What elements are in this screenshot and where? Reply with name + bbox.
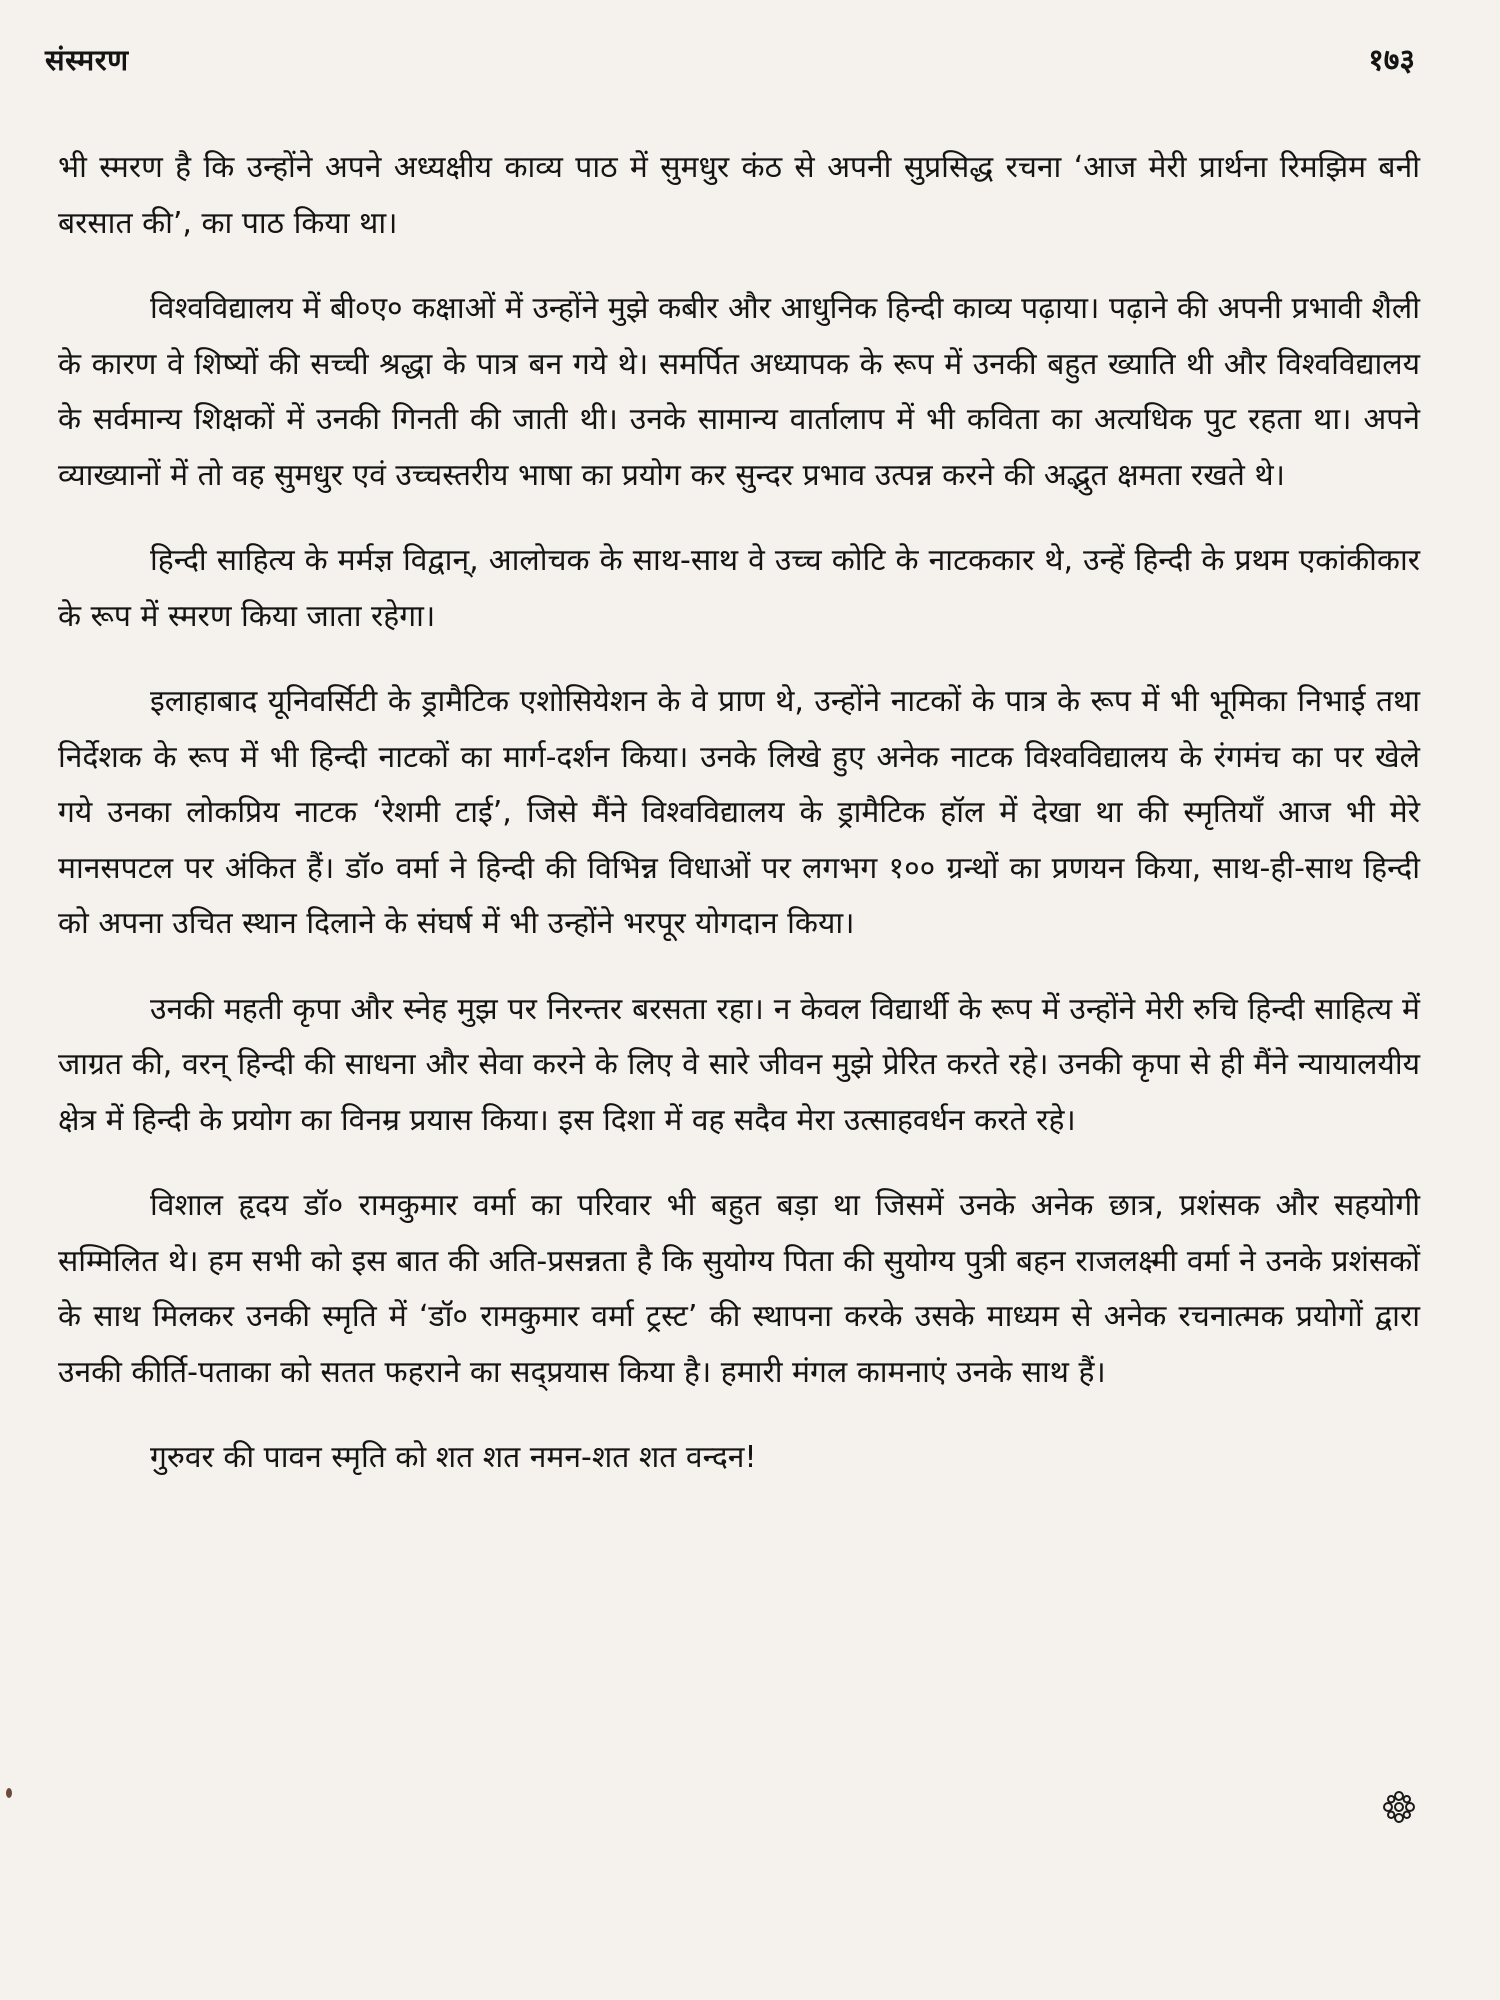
page-number: १७३: [1368, 43, 1415, 78]
paragraph-5: उनकी महती कृपा और स्नेह मुझ पर निरन्तर बरसता रहा। न केवल विद्यार्थी के रूप में उन्होंने मेरी रुचि हिन्दी साहित्य में जाग्रत की, वरन् हिन्दी की साधना और सेवा करने के लिए वे सारे जीवन मुझे प्रेरित करते रहे। उनकी कृपा से ही मैंने न्यायालयीय क्षेत्र में हिन्दी के प्रयोग का विनम्र प्रयास किया। इस दिशा में वह सदैव मेरा उत्साहवर्धन करते रहे।: [58, 991, 1420, 1138]
paragraph-1: भी स्मरण है कि उन्होंने अपने अध्यक्षीय काव्य पाठ में सुमधुर कंठ से अपनी सुप्रसिद्ध रचना ‘आज मेरी प्रार्थना रिमझिम बनी बरसात की’, का पाठ किया था।: [58, 150, 1420, 241]
paragraph-4: इलाहाबाद यूनिवर्सिटी के ड्रामैटिक एशोसियेशन के वे प्राण थे, उन्होंने नाटकों के पात्र के रूप में भी भूमिका निभाई तथा निर्देशक के रूप में भी हिन्दी नाटकों का मार्ग-दर्शन किया। उनके लिखे हुए अनेक नाटक विश्वविद्यालय के रंगमंच का पर खेले गये उनका लोकप्रिय नाटक ‘रेशमी टाई’, जिसे मैंने विश्वविद्यालय के ड्रामैटिक हॉल में देखा था की स्मृतियाँ आज भी मेरे मानसपटल पर अंकित हैं। डॉ० वर्मा ने हिन्दी की विभिन्न विधाओं पर लगभग १०० ग्रन्थों का प्रणयन किया, साथ-ही-साथ हिन्दी को अपना उचित स्थान दिलाने के संघर्ष में भी उन्होंने भरपूर योगदान किया।: [58, 684, 1420, 941]
running-title: संस्मरण: [45, 43, 129, 77]
paragraph-2: विश्वविद्यालय में बी०ए० कक्षाओं में उन्होंने मुझे कबीर और आधुनिक हिन्दी काव्य पढ़ाया। पढ़ाने की अपनी प्रभावी शैली के कारण वे शिष्यों की सच्ची श्रद्धा के पात्र बन गये थे। समर्पित अध्यापक के रूप में उनकी बहुत ख्याति थी और विश्वविद्यालय के सर्वमान्य शिक्षकों में उनकी गिनती की जाती थी। उनके सामान्य वार्तालाप में भी कविता का अत्यधिक पुट रहता था। अपने व्याख्यानों में तो वह सुमधुर एवं उच्चस्तरीय भाषा का प्रयोग कर सुन्दर प्रभाव उत्पन्न करने की अद्भुत क्षमता रखते थे।: [58, 291, 1420, 493]
paper-speck: [6, 1788, 12, 1798]
paragraph-7: गुरुवर की पावन स्मृति को शत शत नमन-शत शत वन्दन!: [150, 1440, 757, 1475]
article-body: [58, 140, 1420, 1486]
paragraph-3: हिन्दी साहित्य के मर्मज्ञ विद्वान्, आलोचक के साथ-साथ वे उच्च कोटि के नाटककार थे, उन्हें हिन्दी के प्रथम एकांकीकार के रूप में स्मरण किया जाता रहेगा।: [58, 543, 1420, 634]
flower-ornament-icon: [1382, 1790, 1416, 1824]
paragraph-6: विशाल हृदय डॉ० रामकुमार वर्मा का परिवार भी बहुत बड़ा था जिसमें उनके अनेक छात्र, प्रशंसक और सहयोगी सम्मिलित थे। हम सभी को इस बात की अति-प्रसन्नता है कि सुयोग्य पिता की सुयोग्य पुत्री बहन राजलक्ष्मी वर्मा ने उनके प्रशंसकों के साथ मिलकर उनकी स्मृति में ‘डॉ० रामकुमार वर्मा ट्रस्ट’ की स्थापना करके उसके माध्यम से अनेक रचनात्मक प्रयोगों द्वारा उनकी कीर्ति-पताका को सतत फहराने का सद्प्रयास किया है। हमारी मंगल कामनाएं उनके साथ हैं।: [58, 1188, 1420, 1390]
